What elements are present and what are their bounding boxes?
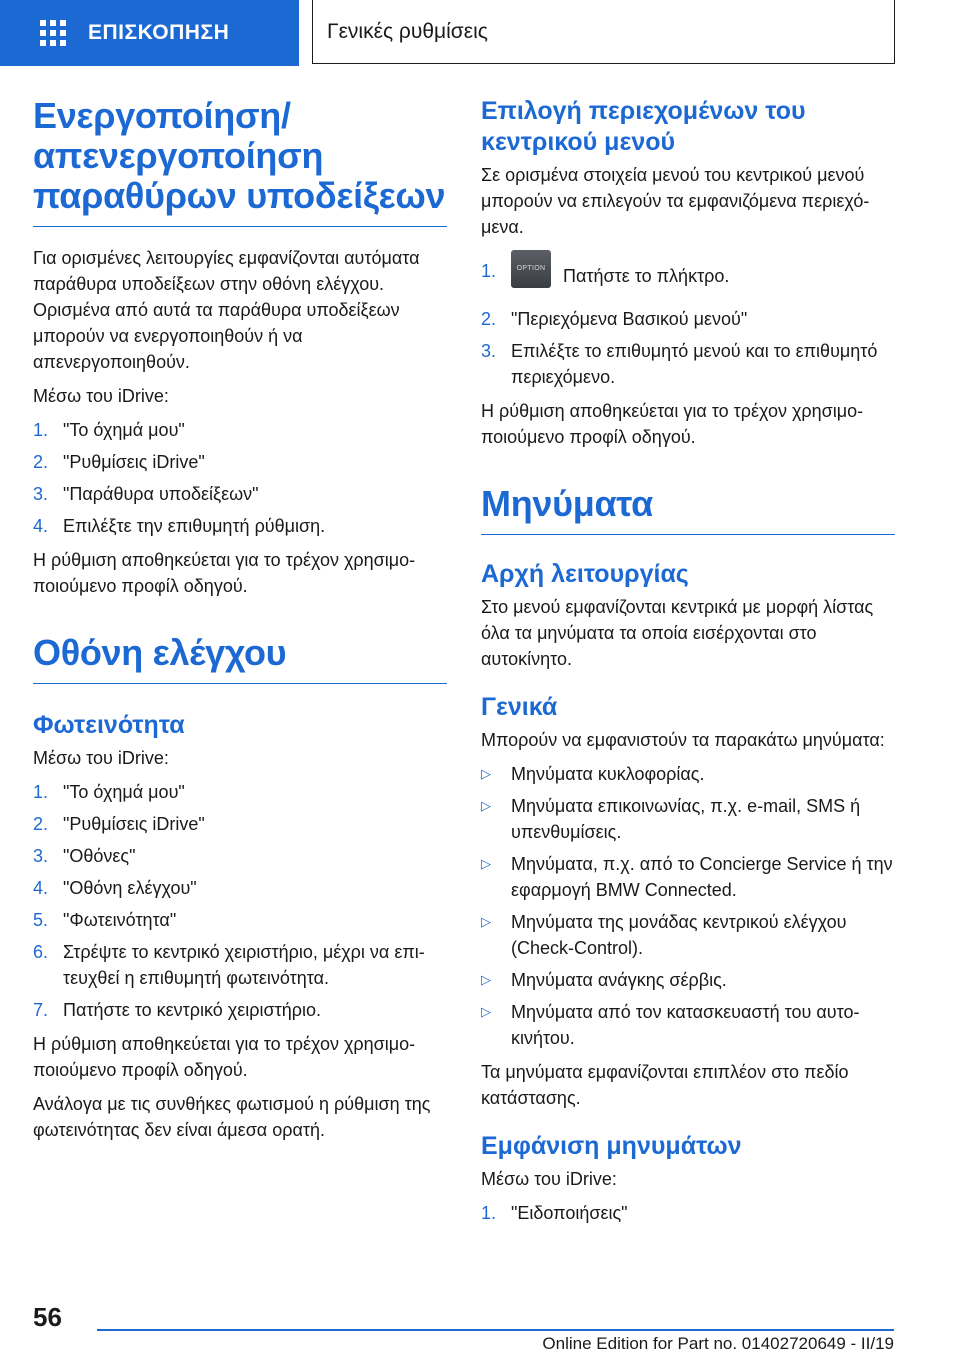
list-item: 2. "Περιεχόμενα Βασικού μενού" bbox=[481, 309, 748, 329]
section-tab-label: Γενικές ρυθμίσεις bbox=[327, 19, 488, 43]
list-item: 3. "Οθόνες" bbox=[33, 846, 136, 866]
heading-general: Γενικά bbox=[481, 693, 558, 721]
section-tab[interactable] bbox=[312, 0, 895, 64]
heading-main-menu-contents: Επιλογή περιεχομένων του κεντρικού μενού bbox=[481, 97, 806, 156]
list-item: 1. "Ειδοποιήσεις" bbox=[481, 1203, 628, 1223]
via-idrive-text: Μέσω του iDrive: bbox=[33, 748, 169, 768]
triangle-bullet-icon: ▷ bbox=[481, 856, 491, 871]
page-number: 56 bbox=[33, 1302, 62, 1332]
footer-divider bbox=[97, 1329, 894, 1331]
list-item: 2. "Ρυθμίσεις iDrive" bbox=[33, 814, 205, 834]
footer-edition: Online Edition for Part no. 01402720649 - II/19 bbox=[542, 1334, 894, 1353]
list-item: 7. Πατήστε το κεντρικό χειριστήριο. bbox=[33, 1000, 321, 1020]
list-item: 1. "Το όχημά μου" bbox=[33, 420, 185, 440]
paragraph-stored: Η ρύθμιση αποθηκεύεται για το τρέχον χρησιμοποιούμενο προφίλ οδηγού. bbox=[33, 1034, 416, 1080]
list-item: 3. Επιλέξτε το επιθυμητό μενού και το επιθυμητό περιεχόμενο. bbox=[481, 341, 878, 387]
list-item: 4. Επιλέξτε την επιθυμητή ρύθμιση. bbox=[33, 516, 326, 536]
paragraph-status-field: Τα μηνύματα εμφανίζονται επιπλέον στο πεδίο κατάστασης. bbox=[481, 1062, 849, 1108]
triangle-bullet-icon: ▷ bbox=[481, 914, 491, 929]
paragraph-stored: Η ρύθμιση αποθηκεύεται για το τρέχον χρησιμοποιούμενο προφίλ οδηγού. bbox=[481, 401, 864, 447]
list-item: 5. "Φωτεινότητα" bbox=[33, 910, 177, 930]
paragraph-lighting-note: Ανάλογα με τις συνθήκες φωτισμού η ρύθμιση της φωτεινότητας δεν είναι άμεσα ορατή. bbox=[33, 1094, 431, 1140]
overview-tab-label: ΕΠΙΣΚΟΠΗΣΗ bbox=[88, 21, 230, 44]
steps-list-display bbox=[481, 1200, 895, 1226]
list-item: ▷ Μηνύματα από τον κατασκευαστή του αυτοκινήτου. bbox=[481, 999, 895, 1051]
list-item: 4. "Οθόνη ελέγχου" bbox=[33, 878, 197, 898]
option-button-icon: OPTION bbox=[511, 250, 551, 288]
paragraph-stored: Η ρύθμιση αποθηκεύεται για το τρέχον χρησιμοποιούμενο προφίλ οδηγού. bbox=[33, 550, 416, 596]
heading-hint-windows: Ενεργοποίηση/ απενεργοποίηση παραθύρων υποδείξεων bbox=[33, 96, 447, 227]
list-item: ▷ Μηνύματα κυκλοφορίας. bbox=[481, 761, 895, 787]
heading-display-messages: Εμφάνιση μηνυμάτων bbox=[481, 1132, 742, 1160]
via-idrive-text: Μέσω του iDrive: bbox=[481, 1169, 617, 1189]
left-column bbox=[33, 96, 447, 1151]
heading-brightness: Φωτεινότητα bbox=[33, 711, 185, 739]
triangle-bullet-icon: ▷ bbox=[481, 798, 491, 813]
list-item: ▷ Μηνύματα, π.χ. από το Concierge Service ή την εφαρμογή BMW Connected. bbox=[481, 851, 895, 903]
list-item: 1. "Το όχημά μου" bbox=[33, 782, 185, 802]
heading-principle: Αρχή λειτουργίας bbox=[481, 560, 689, 588]
list-item: 2. "Ρυθμίσεις iDrive" bbox=[33, 452, 205, 472]
heading-messages: Μηνύματα bbox=[481, 484, 895, 535]
via-idrive-text: Μέσω του iDrive: bbox=[33, 386, 169, 406]
list-item: 6. Στρέψτε το κεντρικό χειριστήριο, μέχρι να επιτευχθεί η επιθυμητή φωτεινότητα. bbox=[33, 942, 425, 988]
list-item: 1. OPTION Πατήστε το πλήκτρο. bbox=[481, 258, 895, 296]
triangle-bullet-icon: ▷ bbox=[481, 766, 491, 781]
steps-list-hints bbox=[33, 417, 447, 539]
messages-bullet-list bbox=[481, 761, 895, 1051]
grid-icon bbox=[40, 20, 66, 46]
right-column bbox=[481, 96, 895, 1234]
triangle-bullet-icon: ▷ bbox=[481, 972, 491, 987]
steps-list-menu bbox=[481, 258, 895, 390]
triangle-bullet-icon: ▷ bbox=[481, 1004, 491, 1019]
top-bar bbox=[0, 0, 960, 66]
steps-list-brightness bbox=[33, 779, 447, 1023]
list-item: 3. "Παράθυρα υποδείξεων" bbox=[33, 484, 259, 504]
list-item: ▷ Μηνύματα επικοινωνίας, π.χ. e-mail, SMS ή υπενθυμίσεις. bbox=[481, 793, 895, 845]
paragraph-general: Μπορούν να εμφανιστούν τα παρακάτω μηνύματα: bbox=[481, 730, 885, 750]
heading-control-display: Οθόνη ελέγχου bbox=[33, 633, 447, 684]
paragraph-main-menu: Σε ορισμένα στοιχεία μενού του κεντρικού μενού μπορούν να επιλεγούν τα εμφανιζόμενα περιεχόμενα. bbox=[481, 165, 870, 237]
list-item: ▷ Μηνύματα της μονάδας κεντρικού ελέγχου (Check-Control). bbox=[481, 909, 895, 961]
paragraph-hint-windows: Για ορισμένες λειτουργίες εμφανίζονται αυτόματα παράθυρα υποδείξεων στην οθόνη ελέγχου. Ορισμένα από αυτά τα παράθυρα υποδείξεων μπορούν να ενεργοποιηθούν ή να απενεργοποιηθούν. bbox=[33, 248, 420, 372]
paragraph-principle: Στο μενού εμφανίζονται κεντρικά με μορφή λίστας όλα τα μηνύματα τα οποία εισέρχονται στο αυτοκίνητο. bbox=[481, 597, 874, 669]
overview-tab[interactable] bbox=[0, 0, 299, 66]
list-item: ▷ Μηνύματα ανάγκης σέρβις. bbox=[481, 967, 895, 993]
